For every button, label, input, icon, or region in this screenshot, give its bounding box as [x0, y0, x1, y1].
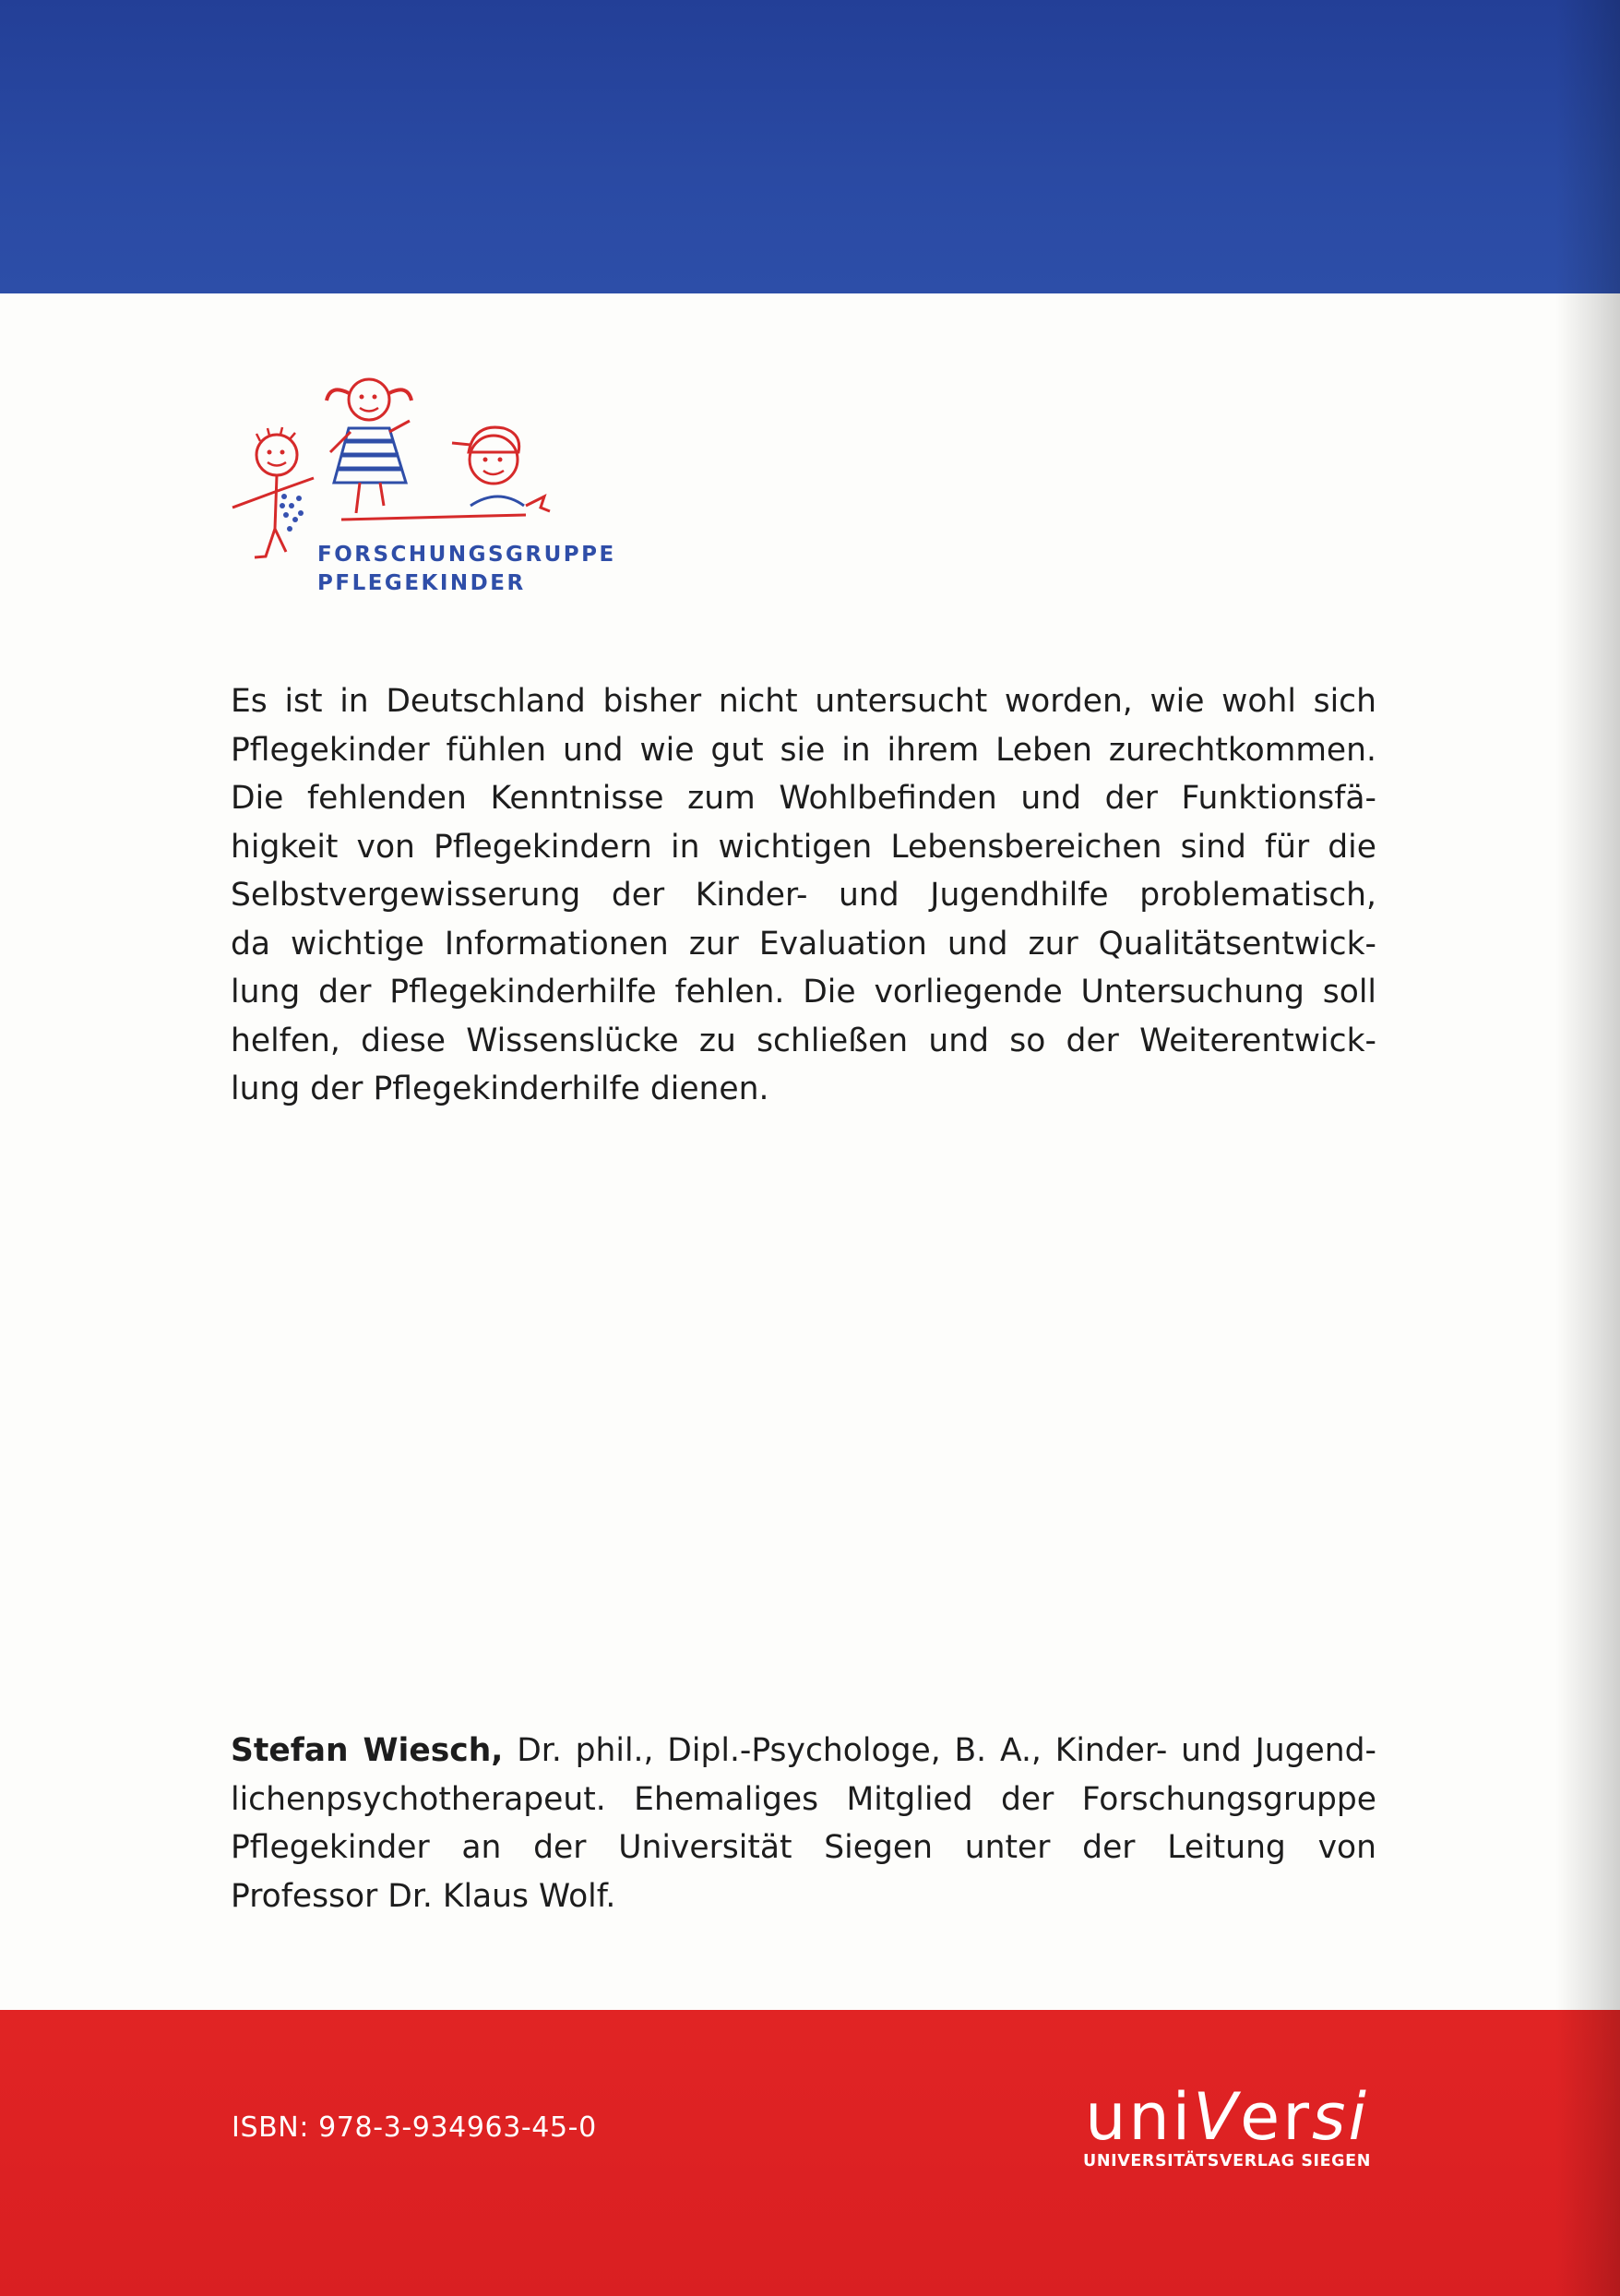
logo-line-2: PFLEGEKINDER: [317, 571, 526, 595]
publisher-name-part: V: [1193, 2079, 1241, 2155]
blurb-line: helfen, diese Wissenslücke zu schließen und so der Weiterentwick-: [231, 1022, 1376, 1059]
blurb-paragraph: [231, 677, 1376, 1114]
blurb-line: higkeit von Pflegekindern in wichtigen Lebensbereichen sind für die: [231, 828, 1376, 866]
logo-line-1: FORSCHUNGSGRUPPE: [317, 543, 616, 567]
publisher-subtitle: UNIVERSITÄTSVERLAG SIEGEN: [1083, 2152, 1371, 2170]
spine-shadow: [1555, 0, 1620, 2296]
author-line-4: Professor Dr. Klaus Wolf.: [231, 1877, 616, 1915]
author-bio: [231, 1727, 1376, 1920]
blurb-line: Es ist in Deutschland bisher nicht untersucht worden, wie wohl sich: [231, 683, 1376, 720]
blurb-line: Selbstvergewisserung der Kinder- und Jugendhilfe problematisch,: [231, 877, 1376, 914]
author-line-1: [231, 1727, 1376, 1776]
author-line-3: Pflegekinder an der Universität Siegen unter der Leitung von: [231, 1829, 1376, 1866]
logo-wordmark: [317, 541, 616, 598]
blurb-line: lung der Pflegekinderhilfe fehlen. Die vorliegende Untersuchung soll: [231, 974, 1376, 1010]
isbn-number: ISBN: 978-3-934963-45-0: [232, 2111, 597, 2144]
blurb-line: lung der Pflegekinderhilfe dienen.: [231, 1070, 769, 1107]
blurb-line: Die fehlenden Kenntnisse zum Wohlbefinden und der Funktionsfä-: [231, 780, 1376, 817]
publisher-name-part: uni: [1085, 2079, 1194, 2155]
publisher-logo: [1070, 2079, 1384, 2170]
publisher-name: [1070, 2079, 1384, 2155]
author-credentials: Dr. phil., Dipl.-Psychologe, B. A., Kinder- und Jugend-: [503, 1732, 1376, 1769]
publisher-name-part: er: [1240, 2079, 1312, 2155]
blurb-line: Pflegekinder fühlen und wie gut sie in ihrem Leben zurechtkommen.: [231, 731, 1376, 769]
author-name: Stefan Wiesch,: [231, 1732, 504, 1769]
author-line-2: lichenpsychotherapeut. Ehemaliges Mitglied der Forschungsgruppe: [231, 1780, 1376, 1818]
top-blue-band: [0, 0, 1620, 293]
publisher-name-part: si: [1312, 2079, 1369, 2155]
blurb-line: da wichtige Informationen zur Evaluation und zur Qualitätsentwick-: [231, 925, 1376, 963]
